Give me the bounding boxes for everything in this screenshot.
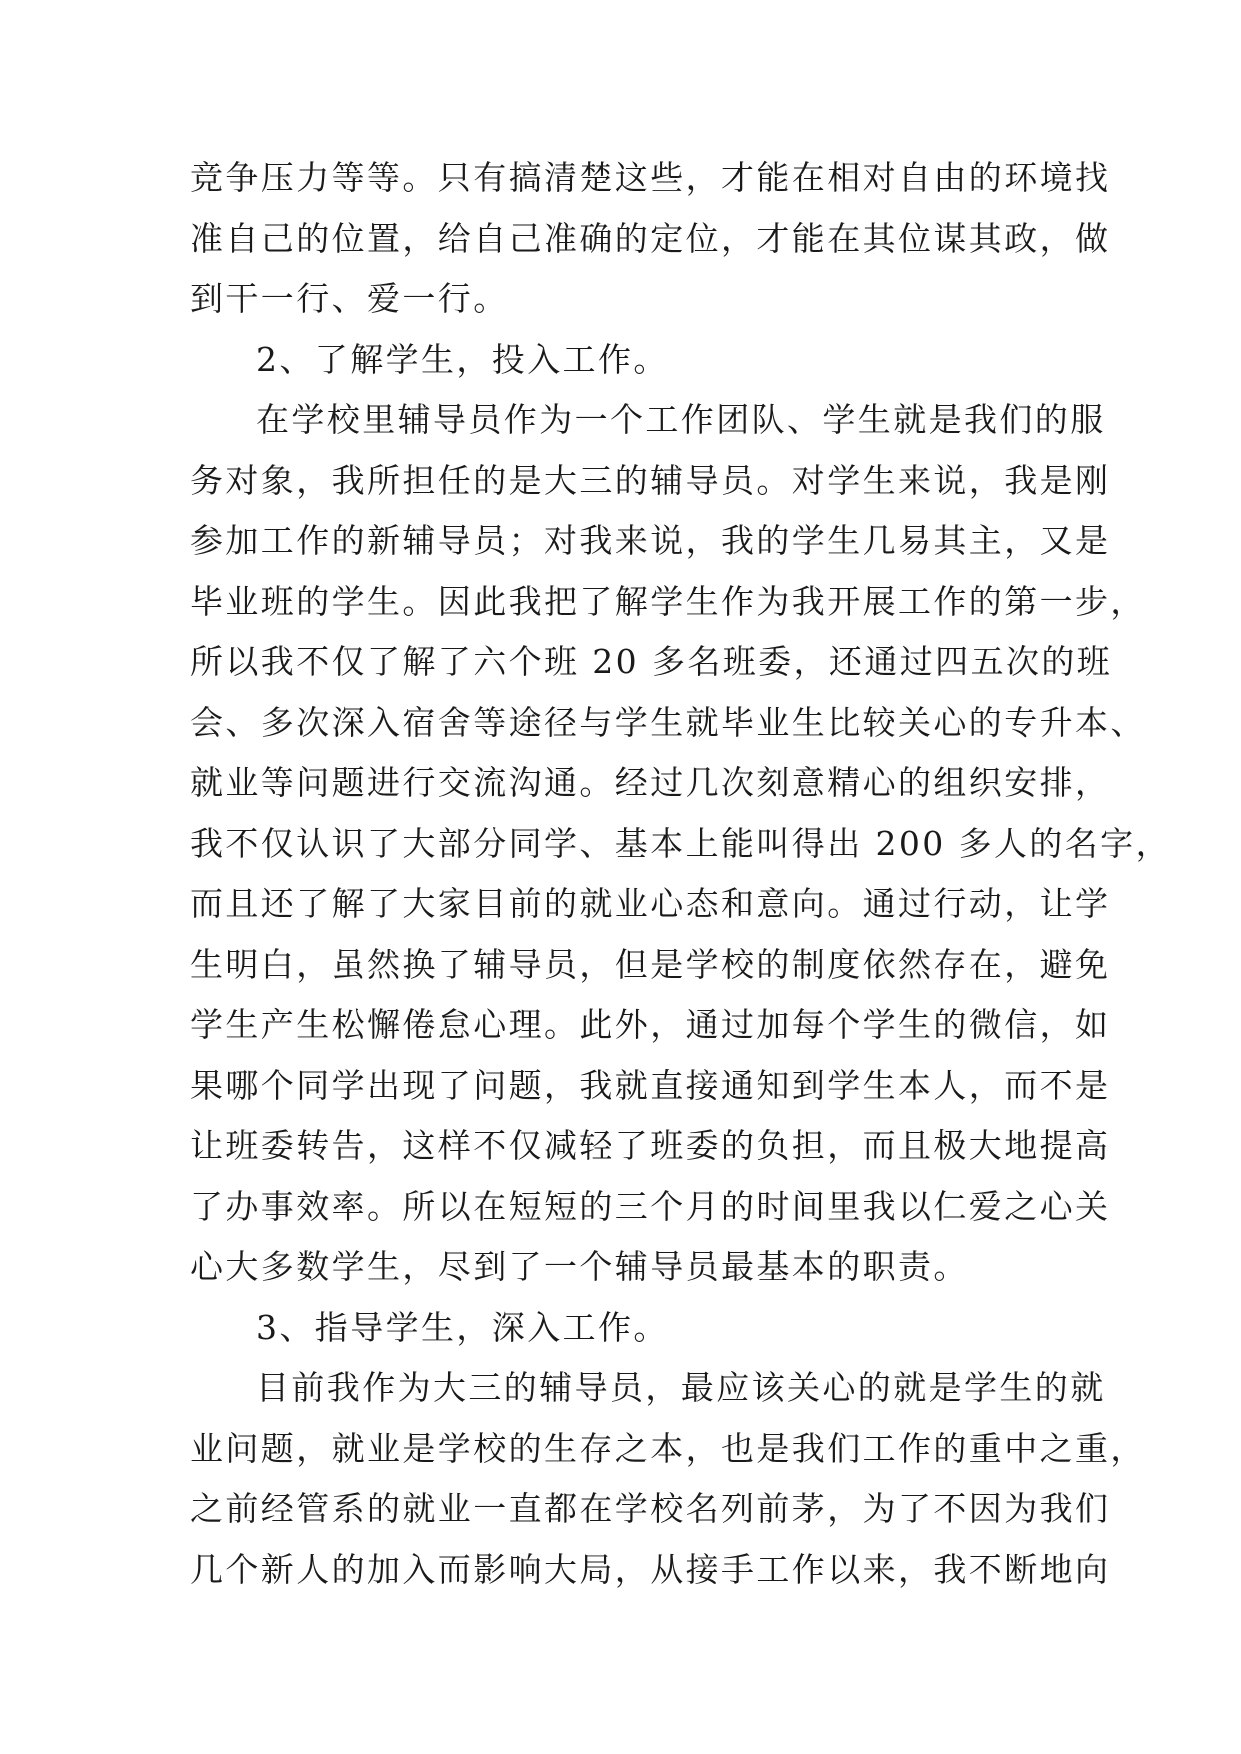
paragraph-2: [190, 390, 1171, 1298]
paragraph-3: [190, 1358, 1146, 1600]
text-line: 在学校里辅导员作为一个工作团队、学生就是我们的服: [256, 400, 1106, 439]
text-line: 了办事效率。所以在短短的三个月的时间里我以仁爱之心关: [190, 1186, 1111, 1226]
text-line: 会、多次深入宿舍等途径与学生就毕业生比较关心的专升本、: [190, 702, 1146, 742]
text-line: 几个新人的加入而影响大局，从接手工作以来，我不断地向: [190, 1549, 1111, 1589]
section-heading-3: 3、指导学生，深入工作。: [256, 1307, 669, 1347]
text-line: 所以我不仅了解了六个班 20 多名班委，还通过四五次的班: [190, 642, 1113, 681]
text-line: 目前我作为大三的辅导员，最应该关心的就是学生的就: [256, 1368, 1106, 1407]
text-line: 而且还了解了大家目前的就业心态和意向。通过行动，让学: [190, 884, 1111, 923]
document-body: [190, 148, 1171, 1600]
text-line: 就业等问题进行交流沟通。经过几次刻意精心的组织安排，: [190, 763, 1111, 802]
text-line: 之前经管系的就业一直都在学校名列前茅，为了不因为我们: [190, 1489, 1111, 1528]
text-line: 我不仅认识了大部分同学、基本上能叫得出 200 多人的名字，: [190, 823, 1171, 863]
text-line: 准自己的位置，给自己准确的定位，才能在其位谋其政，做: [190, 218, 1111, 258]
text-line: 业问题，就业是学校的生存之本，也是我们工作的重中之重，: [190, 1428, 1146, 1468]
text-line: 心大多数学生，尽到了一个辅导员最基本的职责。: [190, 1247, 969, 1286]
text-line: 让班委转告，这样不仅减轻了班委的负担，而且极大地提高: [190, 1126, 1111, 1165]
text-line: 务对象，我所担任的是大三的辅导员。对学生来说，我是刚: [190, 460, 1111, 500]
paragraph-1: [190, 148, 1111, 330]
section-heading-2: 2、了解学生，投入工作。: [256, 339, 669, 379]
text-line: 毕业班的学生。因此我把了解学生作为我开展工作的第一步，: [190, 581, 1146, 621]
text-line: 到干一行、爱一行。: [190, 279, 509, 318]
text-line: 参加工作的新辅导员；对我来说，我的学生几易其主，又是: [190, 521, 1111, 560]
text-line: 果哪个同学出现了问题，我就直接通知到学生本人，而不是: [190, 1065, 1111, 1105]
text-line: 学生产生松懈倦怠心理。此外，通过加每个学生的微信，如: [190, 1005, 1111, 1044]
text-line: 生明白，虽然换了辅导员，但是学校的制度依然存在，避免: [190, 944, 1111, 984]
text-line: 竞争压力等等。只有搞清楚这些，才能在相对自由的环境找: [190, 158, 1111, 197]
